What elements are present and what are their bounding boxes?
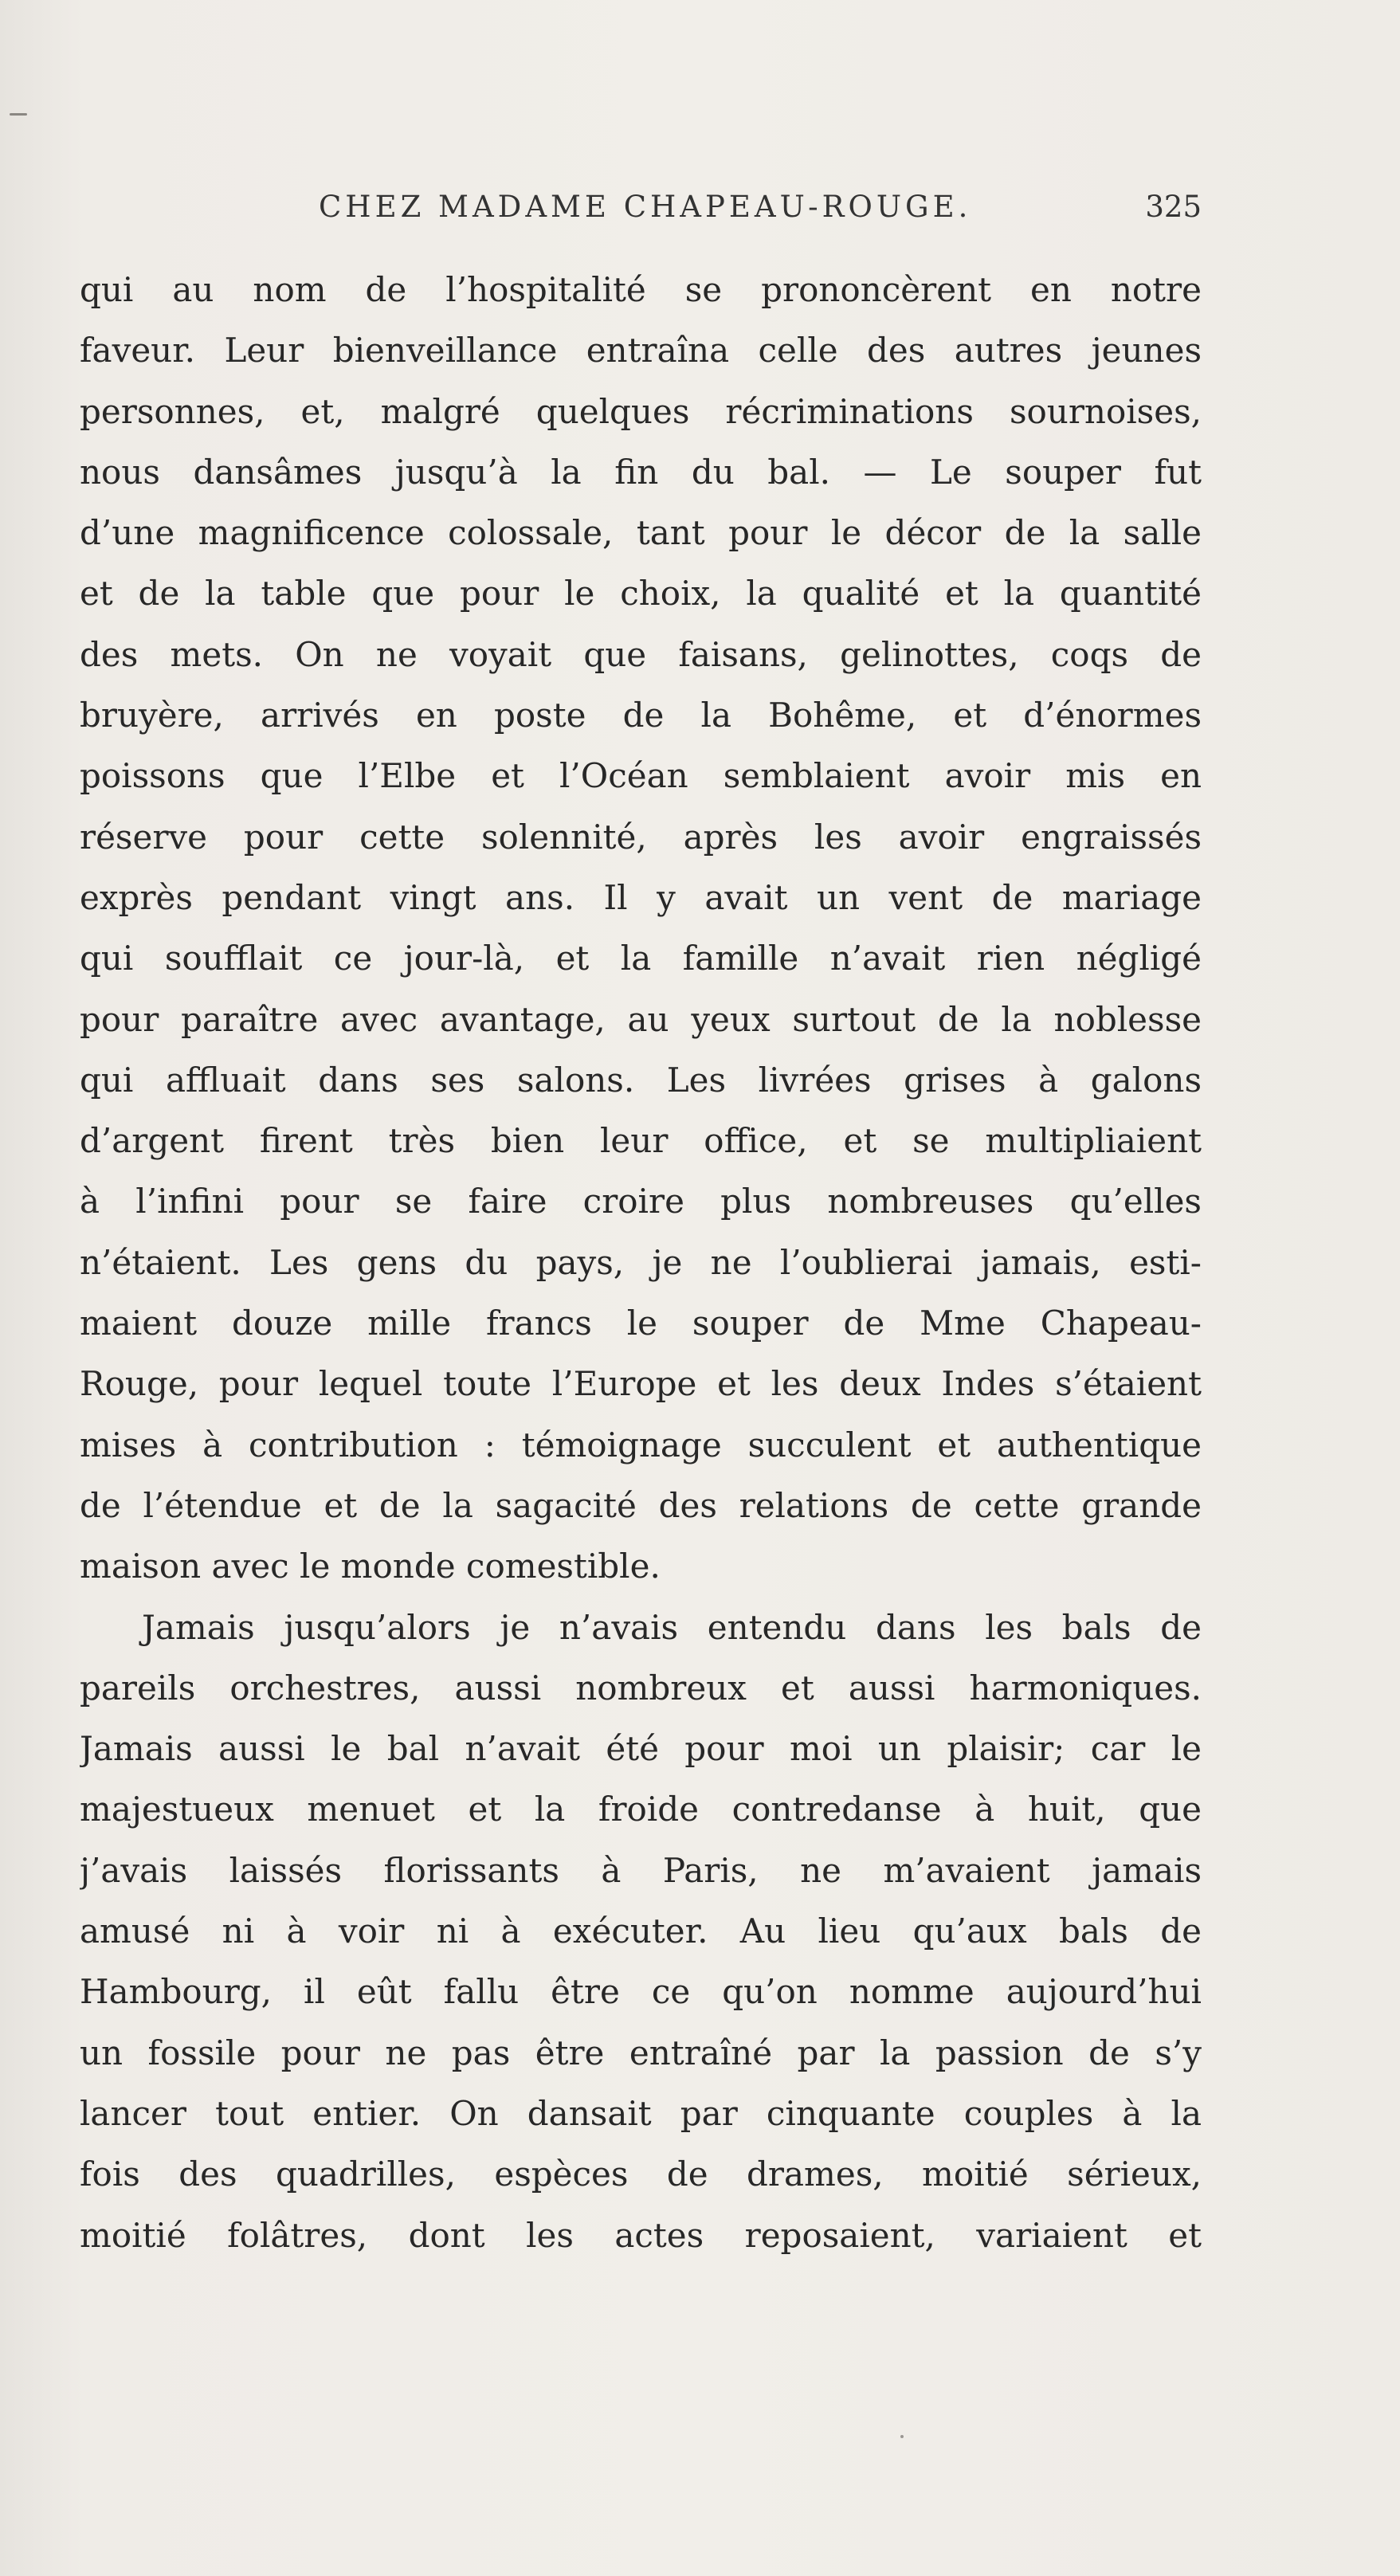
text-line: un fossile pour ne pas être entraîné par la passion de s’y bbox=[80, 2033, 1202, 2072]
text-line: et de la table que pour le choix, la qualité et la quantité bbox=[80, 574, 1202, 614]
text-line: Jamais jusqu’alors je n’avais entendu dans les bals de bbox=[142, 1607, 1202, 1647]
text-line: qui affluait dans ses salons. Les livrées grises à galons bbox=[80, 1060, 1202, 1100]
text-line: fois des quadrilles, espèces de drames, moitié sérieux, bbox=[80, 2155, 1202, 2194]
body-text bbox=[80, 260, 1202, 2266]
text-line: personnes, et, malgré quelques récriminations sournoises, bbox=[80, 391, 1202, 431]
paragraph-1 bbox=[80, 260, 1202, 1598]
text-line: à l’infini pour se faire croire plus nombreuses qu’elles bbox=[80, 1182, 1202, 1221]
text-line: d’une magnificence colossale, tant pour le décor de la salle bbox=[80, 513, 1202, 553]
text-line: maient douze mille francs le souper de Mme Chapeau- bbox=[80, 1304, 1202, 1343]
text-line: qui soufflait ce jour-là, et la famille n’avait rien négligé bbox=[80, 939, 1202, 978]
text-line: pour paraître avec avantage, au yeux surtout de la noblesse bbox=[80, 999, 1202, 1039]
text-line: nous dansâmes jusqu’à la fin du bal. — Le souper fut bbox=[80, 452, 1202, 492]
text-line: faveur. Leur bienveillance entraîna celle des autres jeunes bbox=[80, 331, 1202, 371]
paragraph-2 bbox=[80, 1598, 1202, 2266]
text-line: qui au nom de l’hospitalité se prononcèrent en notre bbox=[80, 270, 1202, 309]
text-line: amusé ni à voir ni à exécuter. Au lieu qu’aux bals de bbox=[80, 1911, 1202, 1951]
text-line: d’argent firent très bien leur office, et se multipliaient bbox=[80, 1121, 1202, 1161]
text-line: pareils orchestres, aussi nombreux et aussi harmoniques. bbox=[80, 1668, 1202, 1708]
text-line: moitié folâtres, dont les actes reposaient, variaient et bbox=[80, 2215, 1202, 2255]
text-line: bruyère, arrivés en poste de la Bohême, et d’énormes bbox=[80, 696, 1202, 735]
text-line: n’étaient. Les gens du pays, je ne l’oublierai jamais, esti- bbox=[80, 1242, 1202, 1282]
text-line: Jamais aussi le bal n’avait été pour moi un plaisir; car le bbox=[80, 1729, 1202, 1769]
text-line: exprès pendant vingt ans. Il y avait un vent de mariage bbox=[80, 877, 1202, 917]
text-line: j’avais laissés florissants à Paris, ne m’avaient jamais bbox=[80, 1850, 1202, 1890]
text-line: lancer tout entier. On dansait par cinquante couples à la bbox=[80, 2093, 1202, 2133]
text-line: Hambourg, il eût fallu être ce qu’on nomme aujourd’hui bbox=[80, 1972, 1202, 2012]
text-line: majestueux menuet et la froide contredanse à huit, que bbox=[80, 1790, 1202, 1829]
paper-speck bbox=[900, 2435, 904, 2438]
text-line: Rouge, pour lequel toute l’Europe et les deux Indes s’étaient bbox=[80, 1364, 1202, 1404]
text-line: des mets. On ne voyait que faisans, gelinottes, coqs de bbox=[80, 634, 1202, 674]
text-line: mises à contribution : témoignage succulent et authentique bbox=[80, 1425, 1202, 1464]
text-line: poissons que l’Elbe et l’Océan semblaient avoir mis en bbox=[80, 756, 1202, 796]
text-line: maison avec le monde comestible. bbox=[80, 1547, 661, 1586]
text-line: réserve pour cette solennité, après les avoir engraissés bbox=[80, 817, 1202, 857]
text-line: de l’étendue et de la sagacité des relations de cette grande bbox=[80, 1485, 1202, 1525]
margin-mark bbox=[10, 113, 27, 116]
running-title: CHEZ MADAME CHAPEAU-ROUGE. bbox=[319, 190, 972, 224]
page-number: 325 bbox=[1145, 190, 1202, 224]
running-head bbox=[80, 183, 1202, 239]
